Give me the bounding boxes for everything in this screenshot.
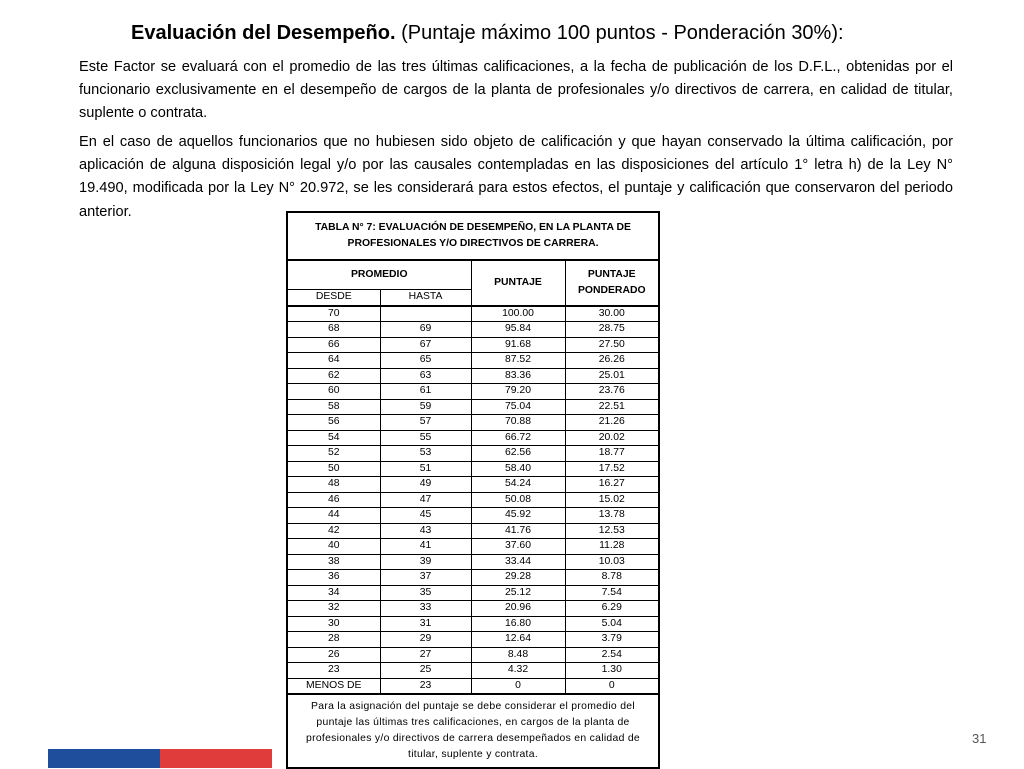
header-promedio: PROMEDIO — [287, 260, 471, 290]
cell-ponderado: 12.53 — [565, 523, 659, 539]
cell-desde: MENOS DE — [287, 678, 380, 694]
title-rest: (Puntaje máximo 100 puntos - Ponderación 30%): — [395, 22, 844, 44]
table-row — [287, 353, 659, 369]
cell-desde: 38 — [287, 554, 380, 570]
table-row — [287, 322, 659, 338]
cell-hasta: 41 — [380, 539, 471, 555]
cell-desde: 42 — [287, 523, 380, 539]
cell-puntaje: 87.52 — [471, 353, 565, 369]
cell-hasta: 69 — [380, 322, 471, 338]
cell-ponderado: 11.28 — [565, 539, 659, 555]
paragraph-1: Este Factor se evaluará con el promedio de las tres últimas calificaciones, a la fecha de publicación de los D.F.L., obtenidas por el funcionario exclusivamente en el desempeño de cargos de la planta de profesionales y/o directivos de carrera, en calidad de titular, suplente o contrata. — [79, 59, 953, 122]
cell-ponderado: 25.01 — [565, 368, 659, 384]
table-caption: TABLA N° 7: EVALUACIÓN DE DESEMPEÑO, EN LA PLANTA DE PROFESIONALES Y/O DIRECTIVOS DE CARRERA. — [287, 212, 659, 260]
cell-desde: 40 — [287, 539, 380, 555]
cell-puntaje: 66.72 — [471, 430, 565, 446]
slide-title — [131, 20, 991, 46]
cell-hasta: 23 — [380, 678, 471, 694]
cell-desde: 36 — [287, 570, 380, 586]
table-row — [287, 430, 659, 446]
cell-desde: 58 — [287, 399, 380, 415]
cell-ponderado: 15.02 — [565, 492, 659, 508]
cell-desde: 68 — [287, 322, 380, 338]
evaluation-table — [286, 211, 660, 769]
cell-hasta: 47 — [380, 492, 471, 508]
cell-desde: 44 — [287, 508, 380, 524]
paragraph-2: En el caso de aquellos funcionarios que no hubiesen sido objeto de calificación y que hayan conservado la última calificación, por aplicación de alguna disposición legal y/o por las causales contempladas en las disposiciones del artículo 1° letra h) de la Ley N° 19.490, modificada por la Ley N° 20.972, se les considerará para estos efectos, el puntaje y calificación que conservaron del periodo anterior. — [79, 134, 953, 220]
cell-hasta: 51 — [380, 461, 471, 477]
cell-desde: 28 — [287, 632, 380, 648]
cell-puntaje: 54.24 — [471, 477, 565, 493]
cell-desde: 60 — [287, 384, 380, 400]
cell-hasta: 25 — [380, 663, 471, 679]
table-row — [287, 539, 659, 555]
table-row — [287, 523, 659, 539]
cell-hasta: 29 — [380, 632, 471, 648]
cell-hasta: 49 — [380, 477, 471, 493]
cell-ponderado: 3.79 — [565, 632, 659, 648]
cell-desde: 26 — [287, 647, 380, 663]
cell-puntaje: 25.12 — [471, 585, 565, 601]
cell-desde: 66 — [287, 337, 380, 353]
cell-puntaje: 41.76 — [471, 523, 565, 539]
table-row — [287, 616, 659, 632]
cell-puntaje: 16.80 — [471, 616, 565, 632]
cell-puntaje: 95.84 — [471, 322, 565, 338]
cell-ponderado: 0 — [565, 678, 659, 694]
header-puntaje-ponderado: PUNTAJE PONDERADO — [565, 260, 659, 306]
table-note: Para la asignación del puntaje se debe considerar el promedio del puntaje las últimas tres calificaciones, en cargos de la planta de profesionales y/o directivos de carrera desempeñados en calidad de titular, suplente y contrata. — [287, 694, 659, 768]
cell-puntaje: 50.08 — [471, 492, 565, 508]
cell-puntaje: 4.32 — [471, 663, 565, 679]
cell-hasta: 39 — [380, 554, 471, 570]
table-row — [287, 585, 659, 601]
table-row — [287, 306, 659, 322]
table-row — [287, 663, 659, 679]
cell-puntaje: 0 — [471, 678, 565, 694]
cell-puntaje: 75.04 — [471, 399, 565, 415]
table-row — [287, 461, 659, 477]
cell-puntaje: 62.56 — [471, 446, 565, 462]
cell-hasta: 31 — [380, 616, 471, 632]
cell-ponderado: 6.29 — [565, 601, 659, 617]
cell-desde: 70 — [287, 306, 380, 322]
cell-hasta: 65 — [380, 353, 471, 369]
cell-ponderado: 28.75 — [565, 322, 659, 338]
evaluation-table-container — [286, 211, 658, 769]
table-row — [287, 384, 659, 400]
cell-ponderado: 18.77 — [565, 446, 659, 462]
cell-hasta: 59 — [380, 399, 471, 415]
cell-ponderado: 5.04 — [565, 616, 659, 632]
header-puntaje: PUNTAJE — [471, 260, 565, 306]
table-row — [287, 446, 659, 462]
cell-puntaje: 45.92 — [471, 508, 565, 524]
cell-puntaje: 33.44 — [471, 554, 565, 570]
cell-desde: 64 — [287, 353, 380, 369]
cell-ponderado: 22.51 — [565, 399, 659, 415]
cell-desde: 50 — [287, 461, 380, 477]
cell-desde: 34 — [287, 585, 380, 601]
cell-puntaje: 83.36 — [471, 368, 565, 384]
footer-red-bar — [160, 749, 272, 768]
cell-puntaje: 12.64 — [471, 632, 565, 648]
cell-ponderado: 17.52 — [565, 461, 659, 477]
table-row — [287, 632, 659, 648]
cell-hasta: 61 — [380, 384, 471, 400]
table-row — [287, 570, 659, 586]
cell-hasta: 33 — [380, 601, 471, 617]
table-row — [287, 647, 659, 663]
cell-ponderado: 23.76 — [565, 384, 659, 400]
cell-puntaje: 58.40 — [471, 461, 565, 477]
cell-ponderado: 7.54 — [565, 585, 659, 601]
cell-ponderado: 1.30 — [565, 663, 659, 679]
cell-desde: 23 — [287, 663, 380, 679]
header-hasta: HASTA — [380, 290, 471, 306]
cell-desde: 30 — [287, 616, 380, 632]
table-row — [287, 477, 659, 493]
cell-desde: 52 — [287, 446, 380, 462]
cell-puntaje: 70.88 — [471, 415, 565, 431]
cell-ponderado: 8.78 — [565, 570, 659, 586]
footer-blue-bar — [48, 749, 160, 768]
cell-desde: 62 — [287, 368, 380, 384]
cell-puntaje: 20.96 — [471, 601, 565, 617]
cell-puntaje: 37.60 — [471, 539, 565, 555]
table-row — [287, 337, 659, 353]
cell-ponderado: 26.26 — [565, 353, 659, 369]
table-row — [287, 678, 659, 694]
table-row — [287, 492, 659, 508]
cell-hasta: 63 — [380, 368, 471, 384]
cell-puntaje: 100.00 — [471, 306, 565, 322]
table-row — [287, 554, 659, 570]
table-row — [287, 601, 659, 617]
cell-ponderado: 27.50 — [565, 337, 659, 353]
cell-desde: 48 — [287, 477, 380, 493]
cell-desde: 32 — [287, 601, 380, 617]
cell-desde: 46 — [287, 492, 380, 508]
cell-puntaje: 8.48 — [471, 647, 565, 663]
table-row — [287, 508, 659, 524]
header-desde: DESDE — [287, 290, 380, 306]
cell-hasta: 57 — [380, 415, 471, 431]
cell-hasta: 35 — [380, 585, 471, 601]
cell-ponderado: 30.00 — [565, 306, 659, 322]
table-row — [287, 368, 659, 384]
cell-hasta: 55 — [380, 430, 471, 446]
cell-hasta: 37 — [380, 570, 471, 586]
cell-hasta — [380, 306, 471, 322]
cell-hasta: 27 — [380, 647, 471, 663]
cell-puntaje: 79.20 — [471, 384, 565, 400]
cell-ponderado: 21.26 — [565, 415, 659, 431]
cell-puntaje: 91.68 — [471, 337, 565, 353]
page-number: 31 — [972, 731, 987, 746]
cell-ponderado: 13.78 — [565, 508, 659, 524]
cell-desde: 56 — [287, 415, 380, 431]
title-bold: Evaluación del Desempeño. — [131, 22, 396, 44]
cell-ponderado: 2.54 — [565, 647, 659, 663]
table-row — [287, 399, 659, 415]
table-row — [287, 415, 659, 431]
cell-desde: 54 — [287, 430, 380, 446]
cell-hasta: 53 — [380, 446, 471, 462]
cell-ponderado: 20.02 — [565, 430, 659, 446]
cell-ponderado: 16.27 — [565, 477, 659, 493]
cell-ponderado: 10.03 — [565, 554, 659, 570]
cell-hasta: 43 — [380, 523, 471, 539]
cell-hasta: 67 — [380, 337, 471, 353]
cell-hasta: 45 — [380, 508, 471, 524]
cell-puntaje: 29.28 — [471, 570, 565, 586]
